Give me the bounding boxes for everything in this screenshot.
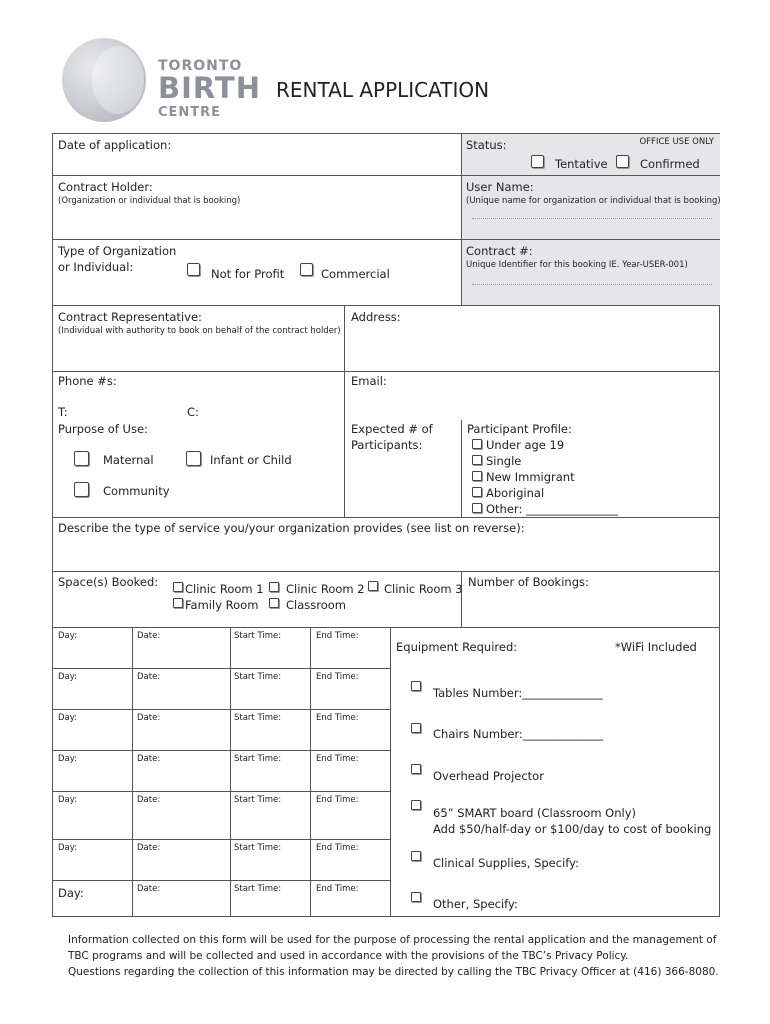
- other-checkbox[interactable]: [472, 503, 482, 513]
- expected-label-2: Participants:: [351, 438, 423, 452]
- infant-checkbox[interactable]: [186, 451, 201, 466]
- classroom-label: Classroom: [286, 598, 347, 612]
- start-time-label-7: Start Time:: [234, 884, 282, 894]
- start-time-cell-7[interactable]: [231, 881, 311, 917]
- contract-number-hint: Unique Identifier for this booking IE. Year-USER-001): [466, 260, 688, 270]
- profile-item-other: Other: ________________: [486, 502, 618, 516]
- profile-item-new-immigrant: New Immigrant: [486, 470, 575, 484]
- profile-label: Participant Profile:: [467, 422, 572, 436]
- org-type-cell: [53, 240, 462, 306]
- other-equipment-checkbox[interactable]: [411, 892, 421, 902]
- end-time-label-2: End Time:: [316, 672, 359, 682]
- community-checkbox[interactable]: [74, 482, 89, 497]
- contract-number-cell[interactable]: [462, 240, 720, 306]
- date-cell-5[interactable]: [133, 792, 231, 840]
- confirmed-checkbox[interactable]: [616, 155, 629, 168]
- start-time-cell-6[interactable]: [231, 840, 311, 881]
- end-time-cell-6[interactable]: [311, 840, 391, 881]
- family-room-label: Family Room: [185, 598, 259, 612]
- clinical-supplies-label: Clinical Supplies, Specify:: [433, 856, 579, 870]
- tentative-checkbox[interactable]: [531, 155, 544, 168]
- profile-item-aboriginal: Aboriginal: [486, 486, 545, 500]
- contract-number-label: Contract #:: [466, 244, 533, 258]
- end-time-cell-1[interactable]: [311, 628, 391, 669]
- end-time-label-3: End Time:: [316, 713, 359, 723]
- community-label: Community: [103, 484, 170, 498]
- start-time-cell-5[interactable]: [231, 792, 311, 840]
- phone-label: Phone #s:: [58, 374, 117, 388]
- maternal-label: Maternal: [103, 453, 154, 467]
- org-type-label-2: or Individual:: [58, 260, 134, 274]
- commercial-label: Commercial: [321, 267, 390, 281]
- end-time-label-5: End Time:: [316, 795, 359, 805]
- end-time-label-6: End Time:: [316, 843, 359, 853]
- date-label-6: Date:: [137, 843, 161, 853]
- date-cell-3[interactable]: [133, 710, 231, 751]
- date-cell-1[interactable]: [133, 628, 231, 669]
- tables-label: Tables Number:______________: [433, 686, 603, 700]
- clinic-room-1-checkbox[interactable]: [173, 582, 183, 592]
- equipment-panel: [391, 628, 720, 917]
- date-cell-6[interactable]: [133, 840, 231, 881]
- start-time-cell-2[interactable]: [231, 669, 311, 710]
- date-cell-4[interactable]: [133, 751, 231, 792]
- projector-label: Overhead Projector: [433, 769, 544, 783]
- phone-t-label: T:: [58, 405, 68, 419]
- end-time-cell-4[interactable]: [311, 751, 391, 792]
- number-of-bookings-label: Number of Bookings:: [468, 575, 589, 589]
- chairs-label: Chairs Number:______________: [433, 727, 604, 741]
- user-name-label: User Name:: [466, 180, 534, 194]
- under-19-checkbox[interactable]: [472, 439, 482, 449]
- status-label: Status:: [466, 138, 507, 152]
- day-cell-4[interactable]: [53, 751, 133, 792]
- smart-board-checkbox[interactable]: [411, 800, 421, 810]
- date-label-4: Date:: [137, 754, 161, 764]
- new-immigrant-checkbox[interactable]: [472, 471, 482, 481]
- contract-holder-cell[interactable]: [53, 176, 462, 240]
- start-time-label-1: Start Time:: [234, 631, 282, 641]
- phone-cell[interactable]: [53, 372, 345, 420]
- wifi-included: *WiFi Included: [615, 640, 697, 654]
- org-type-label-1: Type of Organization: [58, 244, 177, 258]
- spaces-booked-label: Space(s) Booked:: [58, 575, 159, 589]
- end-time-label-1: End Time:: [316, 631, 359, 641]
- date-of-application-label: Date of application:: [58, 138, 172, 152]
- end-time-label-7: End Time:: [316, 884, 359, 894]
- commercial-checkbox[interactable]: [300, 263, 313, 276]
- purpose-label: Purpose of Use:: [58, 422, 148, 436]
- schedule-table: [53, 628, 386, 917]
- tentative-label: Tentative: [555, 157, 608, 171]
- day-label-1: Day:: [58, 631, 78, 641]
- projector-checkbox[interactable]: [411, 764, 421, 774]
- contract-holder-hint: (Organization or individual that is booking): [58, 196, 241, 206]
- spaces-booked-cell: [53, 572, 462, 628]
- profile-item-single: Single: [486, 454, 522, 468]
- date-label-3: Date:: [137, 713, 161, 723]
- not-for-profit-checkbox[interactable]: [187, 263, 200, 276]
- privacy-line-2: TBC programs and will be collected and used in accordance with the provisions of the TBC’s Privacy Policy.: [68, 950, 629, 962]
- user-name-cell[interactable]: [462, 176, 720, 240]
- day-label-6: Day:: [58, 843, 78, 853]
- user-name-line: [472, 218, 712, 219]
- purpose-cell: [53, 420, 345, 518]
- status-cell: [462, 134, 720, 176]
- form-title: RENTAL APPLICATION: [276, 78, 490, 102]
- phone-c-label: C:: [187, 405, 199, 419]
- tbc-logo: [62, 38, 262, 122]
- day-cell-6[interactable]: [53, 840, 133, 881]
- clinic-room-3-checkbox[interactable]: [368, 581, 378, 591]
- day-cell-5[interactable]: [53, 792, 133, 840]
- number-of-bookings-cell[interactable]: [462, 572, 720, 628]
- participant-profile-cell: [462, 420, 720, 518]
- end-time-cell-2[interactable]: [311, 669, 391, 710]
- clinic-room-1-label: Clinic Room 1: [185, 582, 264, 596]
- infant-label: Infant or Child: [210, 453, 292, 467]
- address-cell[interactable]: [345, 306, 720, 372]
- clinical-supplies-checkbox[interactable]: [411, 851, 421, 861]
- chairs-checkbox[interactable]: [411, 723, 421, 733]
- privacy-notice: [68, 932, 718, 980]
- day-label-4: Day:: [58, 754, 78, 764]
- contract-holder-label: Contract Holder:: [58, 180, 153, 194]
- date-label-2: Date:: [137, 672, 161, 682]
- address-label: Address:: [351, 310, 401, 324]
- equipment-label: Equipment Required:: [396, 640, 518, 654]
- expected-label-1: Expected # of: [351, 422, 433, 436]
- logo-birth: BIRTH: [158, 71, 261, 105]
- date-label-5: Date:: [137, 795, 161, 805]
- day-cell-7[interactable]: [53, 881, 133, 917]
- end-time-cell-7[interactable]: [311, 881, 391, 917]
- email-label: Email:: [351, 374, 387, 388]
- profile-item-under-19: Under age 19: [486, 438, 565, 452]
- smart-board-cost: Add $50/half-day or $100/day to cost of booking: [433, 822, 712, 836]
- maternal-checkbox[interactable]: [74, 451, 89, 466]
- describe-service-label: Describe the type of service you/your organization provides (see list on reverse):: [58, 521, 525, 535]
- clinic-room-2-label: Clinic Room 2: [286, 582, 365, 596]
- start-time-cell-4[interactable]: [231, 751, 311, 792]
- family-room-checkbox[interactable]: [173, 598, 183, 608]
- start-time-label-6: Start Time:: [234, 843, 282, 853]
- start-time-label-5: Start Time:: [234, 795, 282, 805]
- single-checkbox[interactable]: [472, 455, 482, 465]
- date-label-7: Date:: [137, 884, 161, 894]
- not-for-profit-label: Not for Profit: [211, 267, 285, 281]
- end-time-label-4: End Time:: [316, 754, 359, 764]
- day-label-5: Day:: [58, 795, 78, 805]
- contract-rep-label: Contract Representative:: [58, 310, 202, 324]
- rental-form: [52, 133, 720, 917]
- office-use-only: OFFICE USE ONLY: [639, 137, 714, 147]
- smart-board-label: 65” SMART board (Classroom Only): [433, 806, 637, 820]
- start-time-label-2: Start Time:: [234, 672, 282, 682]
- user-name-hint: (Unique name for organization or individual that is booking): [466, 196, 721, 206]
- start-time-cell-3[interactable]: [231, 710, 311, 751]
- end-time-cell-3[interactable]: [311, 710, 391, 751]
- clinic-room-3-label: Clinic Room 3: [384, 582, 463, 596]
- day-cell-3[interactable]: [53, 710, 133, 751]
- classroom-checkbox[interactable]: [269, 598, 279, 608]
- tables-checkbox[interactable]: [411, 681, 421, 691]
- logo-toronto: TORONTO: [158, 58, 243, 74]
- day-label-2: Day:: [58, 672, 78, 682]
- date-label-1: Date:: [137, 631, 161, 641]
- end-time-cell-5[interactable]: [311, 792, 391, 840]
- contract-number-line: [472, 284, 712, 285]
- email-cell[interactable]: [345, 372, 720, 420]
- describe-service-cell[interactable]: [53, 518, 720, 572]
- day-label-3: Day:: [58, 713, 78, 723]
- date-cell-2[interactable]: [133, 669, 231, 710]
- confirmed-label: Confirmed: [640, 157, 700, 171]
- privacy-line-1: Information collected on this form will be used for the purpose of processing the rental application and the management of: [68, 934, 717, 946]
- other-equipment-label: Other, Specify:: [433, 897, 518, 911]
- contract-rep-cell[interactable]: [53, 306, 345, 372]
- day-cell-2[interactable]: [53, 669, 133, 710]
- date-cell-7[interactable]: [133, 881, 231, 917]
- privacy-line-3: Questions regarding the collection of this information may be directed by calling the TBC Privacy Officer at (416) 366-8080.: [68, 966, 719, 978]
- day-label-7: Day:: [58, 886, 84, 900]
- clinic-room-2-checkbox[interactable]: [269, 582, 279, 592]
- start-time-cell-1[interactable]: [231, 628, 311, 669]
- aboriginal-checkbox[interactable]: [472, 487, 482, 497]
- logo-centre: CENTRE: [158, 105, 222, 120]
- expected-participants-cell[interactable]: [345, 420, 462, 518]
- day-cell-1[interactable]: [53, 628, 133, 669]
- start-time-label-3: Start Time:: [234, 713, 282, 723]
- contract-rep-hint: (Individual with authority to book on behalf of the contract holder): [58, 326, 341, 336]
- date-of-application-cell[interactable]: [53, 134, 462, 176]
- start-time-label-4: Start Time:: [234, 754, 282, 764]
- logo-disc: [62, 38, 146, 122]
